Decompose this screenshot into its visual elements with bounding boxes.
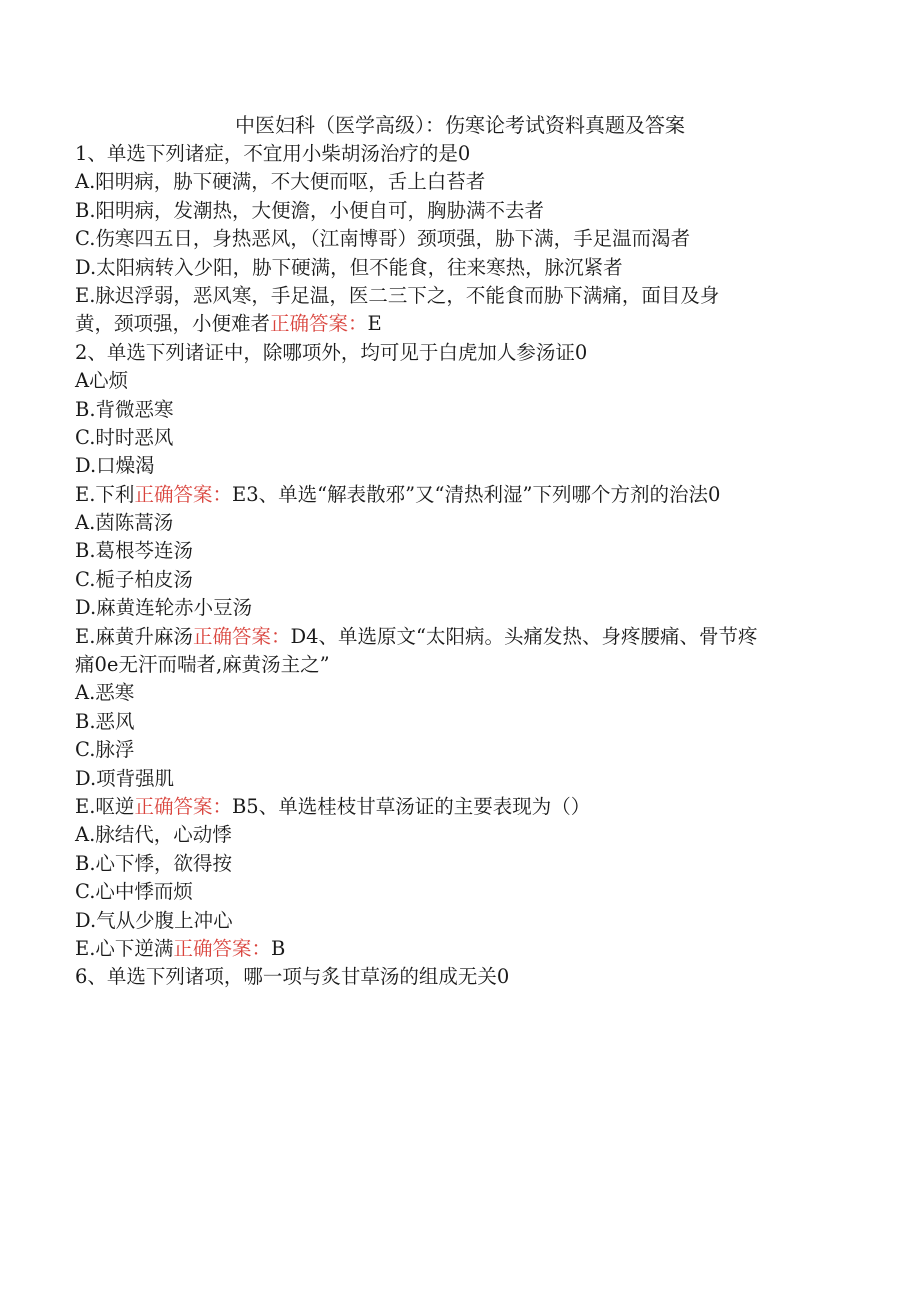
text-line [75, 793, 845, 821]
answer-label: 正确答案： [173, 936, 271, 960]
text-line: D.麻黄连轮赤小豆汤 [75, 596, 253, 620]
line-text: E [367, 312, 382, 336]
text-line: D.项背强肌 [75, 766, 175, 790]
text-line: 2、单选下列诸证中，除哪项外，均可见于白虎加人参汤证0 [75, 340, 588, 364]
line-text: B [270, 936, 286, 960]
text-line [75, 935, 845, 963]
text-line [75, 623, 845, 651]
line-text: E.下利 [75, 482, 135, 506]
text-line: D.口燥渴 [75, 454, 155, 478]
line-text: D4、单选原文“太阳病。头痛发热、身疼腰痛、骨节疼 [290, 624, 758, 648]
text-line: 1、单选下列诸症，不宜用小柴胡汤治疗的是0 [75, 142, 471, 165]
answer-label: 正确答案： [192, 624, 291, 648]
question-list [75, 140, 845, 992]
text-line: D.太阳病转入少阳，胁下硬满，但不能食，往来寒热，脉沉紧者 [75, 255, 623, 279]
line-text: E.呕逆 [75, 794, 135, 818]
text-line: A.脉结代，心动悸 [75, 823, 232, 847]
page-title: 中医妇科（医学高级）：伤寒论考试资料真题及答案 [235, 113, 685, 137]
text-line [75, 481, 845, 509]
line-text: E.麻黄升麻汤 [75, 624, 193, 648]
text-line: C.脉浮 [75, 738, 135, 762]
text-line: A.茵陈蒿汤 [75, 511, 174, 535]
line-text: B5、单选桂枝甘草汤证的主要表现为（） [231, 794, 591, 818]
text-line [75, 310, 845, 338]
text-line: E.脉迟浮弱，恶风寒，手足温，医二三下之，不能食而胁下满痛，面目及身 [75, 283, 720, 307]
answer-label: 正确答案： [134, 794, 232, 818]
text-line: C.时时恶风 [75, 425, 174, 449]
text-line: B.阳明病，发潮热，大便澹，小便自可，胸胁满不去者 [75, 198, 545, 222]
line-text: E3、单选“解表散邪”又“清热利湿”下列哪个方剂的治法0 [231, 482, 721, 506]
text-line: 痛0e无汗而喘者,麻黄汤主之” [75, 653, 330, 677]
answer-label: 正确答案： [134, 482, 232, 506]
text-line: D.气从少腹上冲心 [75, 908, 233, 932]
text-line: A心烦 [75, 369, 129, 393]
text-line: B.背微恶寒 [75, 397, 174, 421]
text-line: C.伤寒四五日，身热恶风，（江南博哥）颈项强，胁下满，手足温而渴者 [75, 227, 691, 251]
text-line: A.恶寒 [75, 681, 135, 705]
answer-label: 正确答案： [270, 312, 368, 336]
line-text: E.心下逆满 [75, 936, 174, 960]
text-line: C.栀子柏皮汤 [75, 567, 193, 591]
text-line: B.葛根芩连汤 [75, 539, 194, 563]
text-line: B.心下悸，欲得按 [75, 851, 233, 875]
text-line: C.心中悸而烦 [75, 880, 193, 904]
text-line: A.阳明病，胁下硬满，不大便而呕，舌上白苔者 [75, 170, 486, 194]
line-text: 黄，颈项强，小便难者 [75, 312, 271, 336]
text-line: B.恶风 [75, 709, 135, 733]
text-line: 6、单选下列诸项，哪一项与炙甘草汤的组成无关0 [75, 965, 510, 989]
